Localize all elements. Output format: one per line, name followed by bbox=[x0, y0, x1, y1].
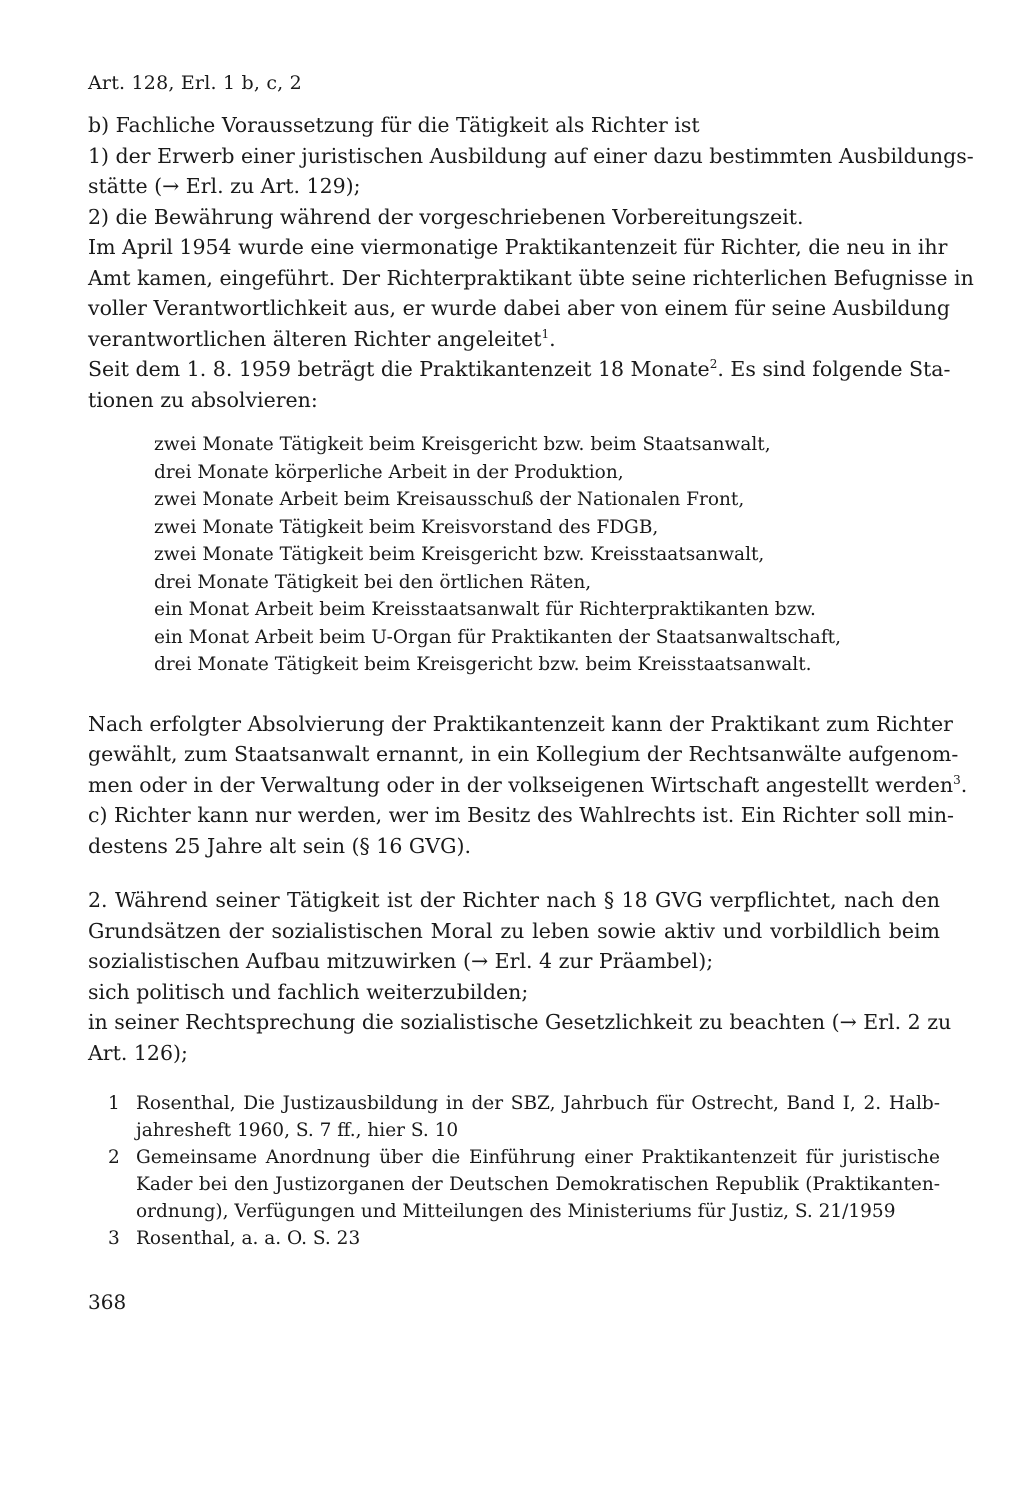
footnote-ref: 1 bbox=[541, 326, 550, 341]
text-line: Art. 126); bbox=[88, 1040, 188, 1065]
footnotes bbox=[88, 1090, 940, 1252]
footnote-line: Rosenthal, Die Justizausbildung in der SBZ, Jahrbuch für Ostrecht, Band I, 2. Halb- bbox=[136, 1093, 940, 1114]
section-b bbox=[88, 110, 974, 232]
footnote-line: ordnung), Verfügungen und Mitteilungen des Ministeriums für Justiz, S. 21/1959 bbox=[136, 1201, 896, 1222]
paragraph-after-stations bbox=[88, 709, 968, 801]
list-item: drei Monate Tätigkeit beim Kreisgericht bzw. beim Kreisstaatsanwalt. bbox=[154, 654, 812, 675]
text-line: stätte (→ Erl. zu Art. 129); bbox=[88, 174, 361, 198]
text-line: voller Verantwortlichkeit aus, er wurde dabei aber von einem für seine Ausbildung bbox=[88, 296, 951, 320]
section-c bbox=[88, 800, 954, 861]
text-line: Nach erfolgter Absolvierung der Praktikantenzeit kann der Praktikant zum Richter bbox=[88, 711, 953, 736]
list-item: drei Monate körperliche Arbeit in der Produktion, bbox=[154, 461, 624, 483]
footnote-number: 3 bbox=[108, 1228, 120, 1249]
text-fragment: . bbox=[960, 772, 968, 797]
footnote-line: jahresheft 1960, S. 7 ff., hier S. 10 bbox=[136, 1120, 459, 1141]
text-line: b) Fachliche Voraussetzung für die Tätigkeit als Richter ist bbox=[88, 113, 700, 137]
list-item: zwei Monate Arbeit beim Kreisausschuß der Nationalen Front, bbox=[154, 489, 745, 510]
text-line: 1) der Erwerb einer juristischen Ausbildung auf einer dazu bestimmten Ausbildungs- bbox=[88, 143, 974, 168]
list-item: ein Monat Arbeit beim U-Organ für Praktikanten der Staatsanwaltschaft, bbox=[154, 626, 841, 648]
section-2 bbox=[88, 885, 952, 1068]
text-line: c) Richter kann nur werden, wer im Besitz des Wahlrechts ist. Ein Richter soll min- bbox=[88, 803, 954, 827]
text-line: Amt kamen, eingeführt. Der Richterpraktikant übte seine richterlichen Befugnisse in bbox=[88, 265, 974, 290]
page-body bbox=[88, 70, 974, 1252]
text-line: Im April 1954 wurde eine viermonatige Praktikantenzeit für Richter, die neu in ihr bbox=[88, 235, 948, 259]
text-fragment: men oder in der Verwaltung oder in der volkseigenen Wirtschaft angestellt werden bbox=[88, 772, 954, 797]
text-line: sich politisch und fachlich weiterzubilden; bbox=[88, 979, 529, 1004]
footnote-line: Gemeinsame Anordnung über die Einführung einer Praktikantenzeit für juristische bbox=[136, 1147, 940, 1168]
footnote-number: 1 bbox=[108, 1093, 120, 1114]
footnote bbox=[88, 1225, 940, 1252]
list-item: drei Monate Tätigkeit bei den örtlichen Räten, bbox=[154, 571, 592, 593]
text-fragment: Seit dem 1. 8. 1959 beträgt die Praktikantenzeit 18 Monate bbox=[88, 357, 710, 381]
text-line bbox=[88, 770, 968, 801]
footnote bbox=[88, 1090, 940, 1144]
text-line: gewählt, zum Staatsanwalt ernannt, in ein Kollegium der Rechtsanwälte aufgenom- bbox=[88, 742, 959, 766]
text-line: in seiner Rechtsprechung die sozialistische Gesetzlichkeit zu beachten (→ Erl. 2 zu bbox=[88, 1010, 952, 1034]
list-item: zwei Monate Tätigkeit beim Kreisgericht bzw. beim Staatsanwalt, bbox=[154, 434, 771, 455]
text-line bbox=[88, 354, 951, 385]
text-line: tionen zu absolvieren: bbox=[88, 387, 318, 412]
footnote-line: Kader bei den Justizorganen der Deutschen Demokratischen Republik (Praktikanten- bbox=[136, 1174, 940, 1195]
text-fragment: . bbox=[549, 326, 556, 351]
footnote-line: Rosenthal, a. a. O. S. 23 bbox=[136, 1228, 361, 1249]
text-line: 2) die Bewährung während der vorgeschriebenen Vorbereitungszeit. bbox=[88, 204, 804, 229]
footnote-number: 2 bbox=[108, 1147, 120, 1168]
text-line: destens 25 Jahre alt sein (§ 16 GVG). bbox=[88, 833, 471, 858]
stations-list bbox=[154, 431, 940, 679]
text-fragment: verantwortlichen älteren Richter angeleitet bbox=[88, 326, 542, 351]
text-fragment: . Es sind folgende Sta- bbox=[717, 357, 951, 381]
text-line: Grundsätzen der sozialistischen Moral zu leben sowie aktiv und vorbildlich beim bbox=[88, 918, 940, 943]
list-item: zwei Monate Tätigkeit beim Kreisvorstand des FDGB, bbox=[154, 516, 659, 538]
footnote-ref: 3 bbox=[953, 772, 961, 787]
text-line bbox=[88, 324, 940, 355]
list-item: zwei Monate Tätigkeit beim Kreisgericht bzw. Kreisstaatsanwalt, bbox=[154, 544, 765, 565]
page-number: 368 bbox=[88, 1290, 127, 1314]
paragraph-1954 bbox=[88, 232, 974, 354]
running-head: Art. 128, Erl. 1 b, c, 2 bbox=[88, 72, 302, 94]
text-line: sozialistischen Aufbau mitzuwirken (→ Erl. 4 zur Präambel); bbox=[88, 949, 714, 973]
footnote bbox=[88, 1144, 940, 1225]
footnote-ref: 2 bbox=[709, 357, 718, 372]
list-item: ein Monat Arbeit beim Kreisstaatsanwalt für Richterpraktikanten bzw. bbox=[154, 599, 816, 620]
paragraph-1959 bbox=[88, 354, 951, 415]
text-line: 2. Während seiner Tätigkeit ist der Richter nach § 18 GVG verpflichtet, nach den bbox=[88, 888, 940, 912]
